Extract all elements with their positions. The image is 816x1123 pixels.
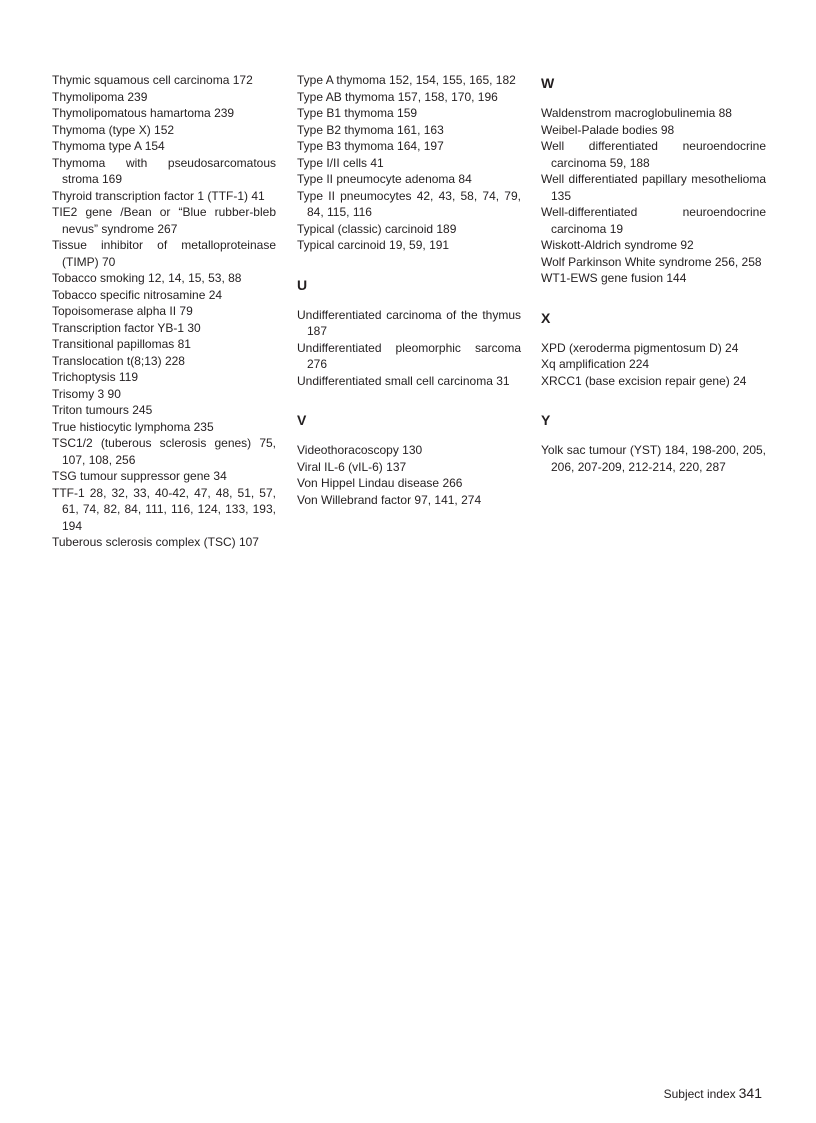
index-entry: Type AB thymoma 157, 158, 170, 196 — [297, 89, 498, 104]
index-entry: Type II pneumocyte adenoma 84 — [297, 172, 472, 186]
index-entry: Tuberous sclerosis complex (TSC) 107 — [52, 535, 259, 549]
index-entry: Trisomy 3 90 — [52, 386, 121, 401]
entry-list — [52, 72, 276, 551]
index-entry: Well differentiated neuroendocrine carcinoma 59, 188 — [541, 139, 766, 170]
index-entry: Undifferentiated small cell carcinoma 31 — [297, 373, 510, 388]
index-entry: Waldenstrom macroglobulinemia 88 — [541, 106, 732, 120]
entry-list — [541, 340, 766, 390]
index-entry: Thyroid transcription factor 1 (TTF-1) 41 — [52, 188, 265, 203]
footer-label: Subject index — [663, 1087, 736, 1101]
index-entry: TIE2 gene /Bean or “Blue rubber-bleb nevus” syndrome 267 — [52, 205, 276, 236]
index-entry: Viral IL-6 (vIL-6) 137 — [297, 459, 407, 474]
index-entry: Wiskott-Aldrich syndrome 92 — [541, 238, 694, 252]
index-entry: Translocation t(8;13) 228 — [52, 353, 185, 368]
index-column-2 — [297, 72, 521, 508]
page-footer — [664, 1085, 762, 1101]
index-entry: Triton tumours 245 — [52, 403, 153, 417]
index-entry: WT1-EWS gene fusion 144 — [541, 271, 687, 285]
index-entry: Tobacco specific nitrosamine 24 — [52, 287, 223, 302]
index-entry: Von Willebrand factor 97, 141, 274 — [297, 492, 482, 507]
index-entry: Typical carcinoid 19, 59, 191 — [297, 238, 450, 252]
index-entry: Typical (classic) carcinoid 189 — [297, 221, 457, 236]
index-entry: Thymolipoma 239 — [52, 89, 148, 104]
index-entry: Well differentiated papillary mesothelioma 135 — [541, 172, 766, 203]
index-entry: Tobacco smoking 12, 14, 15, 53, 88 — [52, 271, 242, 285]
section-letter-y: Y — [541, 412, 551, 428]
index-entry: Topoisomerase alpha II 79 — [52, 304, 193, 318]
index-entry: Videothoracoscopy 130 — [297, 443, 423, 457]
index-entry: Thymolipomatous hamartoma 239 — [52, 106, 235, 120]
index-entry: Transcription factor YB-1 30 — [52, 320, 201, 335]
entry-list — [297, 307, 521, 390]
section-letter-v: V — [297, 412, 307, 428]
index-entry: Xq amplification 224 — [541, 357, 650, 371]
index-entry: Thymoma type A 154 — [52, 139, 165, 153]
index-entry: Type A thymoma 152, 154, 155, 165, 182 — [297, 73, 516, 87]
index-entry: Thymoma (type X) 152 — [52, 122, 175, 137]
index-entry: XRCC1 (base excision repair gene) 24 — [541, 373, 747, 388]
index-entry: Type I/II cells 41 — [297, 155, 384, 170]
index-entry: TTF-1 28, 32, 33, 40-42, 47, 48, 51, 57, 61, 74, 82, 84, 111, 116, 124, 133, 193, 194 — [52, 485, 276, 533]
index-entry: Thymoma with pseudosarcomatous stroma 169 — [52, 155, 276, 186]
index-entry: Type II pneumocytes 42, 43, 58, 74, 79, 84, 115, 116 — [297, 188, 521, 219]
section-letter-x: X — [541, 309, 551, 326]
entry-list — [297, 72, 521, 254]
index-entry: Yolk sac tumour (YST) 184, 198-200, 205, 206, 207-209, 212-214, 220, 287 — [541, 443, 766, 474]
index-entry: Weibel-Palade bodies 98 — [541, 122, 675, 137]
entry-list — [541, 442, 766, 475]
index-entry: Type B3 thymoma 164, 197 — [297, 139, 444, 153]
index-entry: XPD (xeroderma pigmentosum D) 24 — [541, 340, 739, 355]
index-column-1 — [52, 72, 276, 551]
index-entry: Tissue inhibitor of metalloproteinase (TIMP) 70 — [52, 238, 276, 269]
index-entry: Von Hippel Lindau disease 266 — [297, 476, 463, 490]
section-letter-w: W — [541, 75, 555, 91]
index-entry: Type B2 thymoma 161, 163 — [297, 122, 444, 137]
entry-list — [541, 105, 766, 287]
index-entry: TSC1/2 (tuberous sclerosis genes) 75, 107, 108, 256 — [52, 436, 276, 467]
index-entry: Wolf Parkinson White syndrome 256, 258 — [541, 254, 762, 269]
section-letter-u: U — [297, 276, 308, 293]
index-entry: Thymic squamous cell carcinoma 172 — [52, 73, 253, 87]
index-entry: TSG tumour suppressor gene 34 — [52, 469, 227, 483]
entry-list — [297, 442, 521, 508]
index-column-3 — [541, 72, 766, 475]
index-entry: Type B1 thymoma 159 — [297, 106, 418, 120]
index-entry: True histiocytic lymphoma 235 — [52, 419, 214, 434]
index-entry: Trichoptysis 119 — [52, 370, 139, 384]
page-number: 341 — [738, 1085, 762, 1101]
index-entry: Well-differentiated neuroendocrine carcinoma 19 — [541, 205, 766, 236]
index-entry: Transitional papillomas 81 — [52, 337, 191, 351]
index-entry: Undifferentiated pleomorphic sarcoma 276 — [297, 340, 521, 371]
index-entry: Undifferentiated carcinoma of the thymus 187 — [297, 307, 521, 338]
